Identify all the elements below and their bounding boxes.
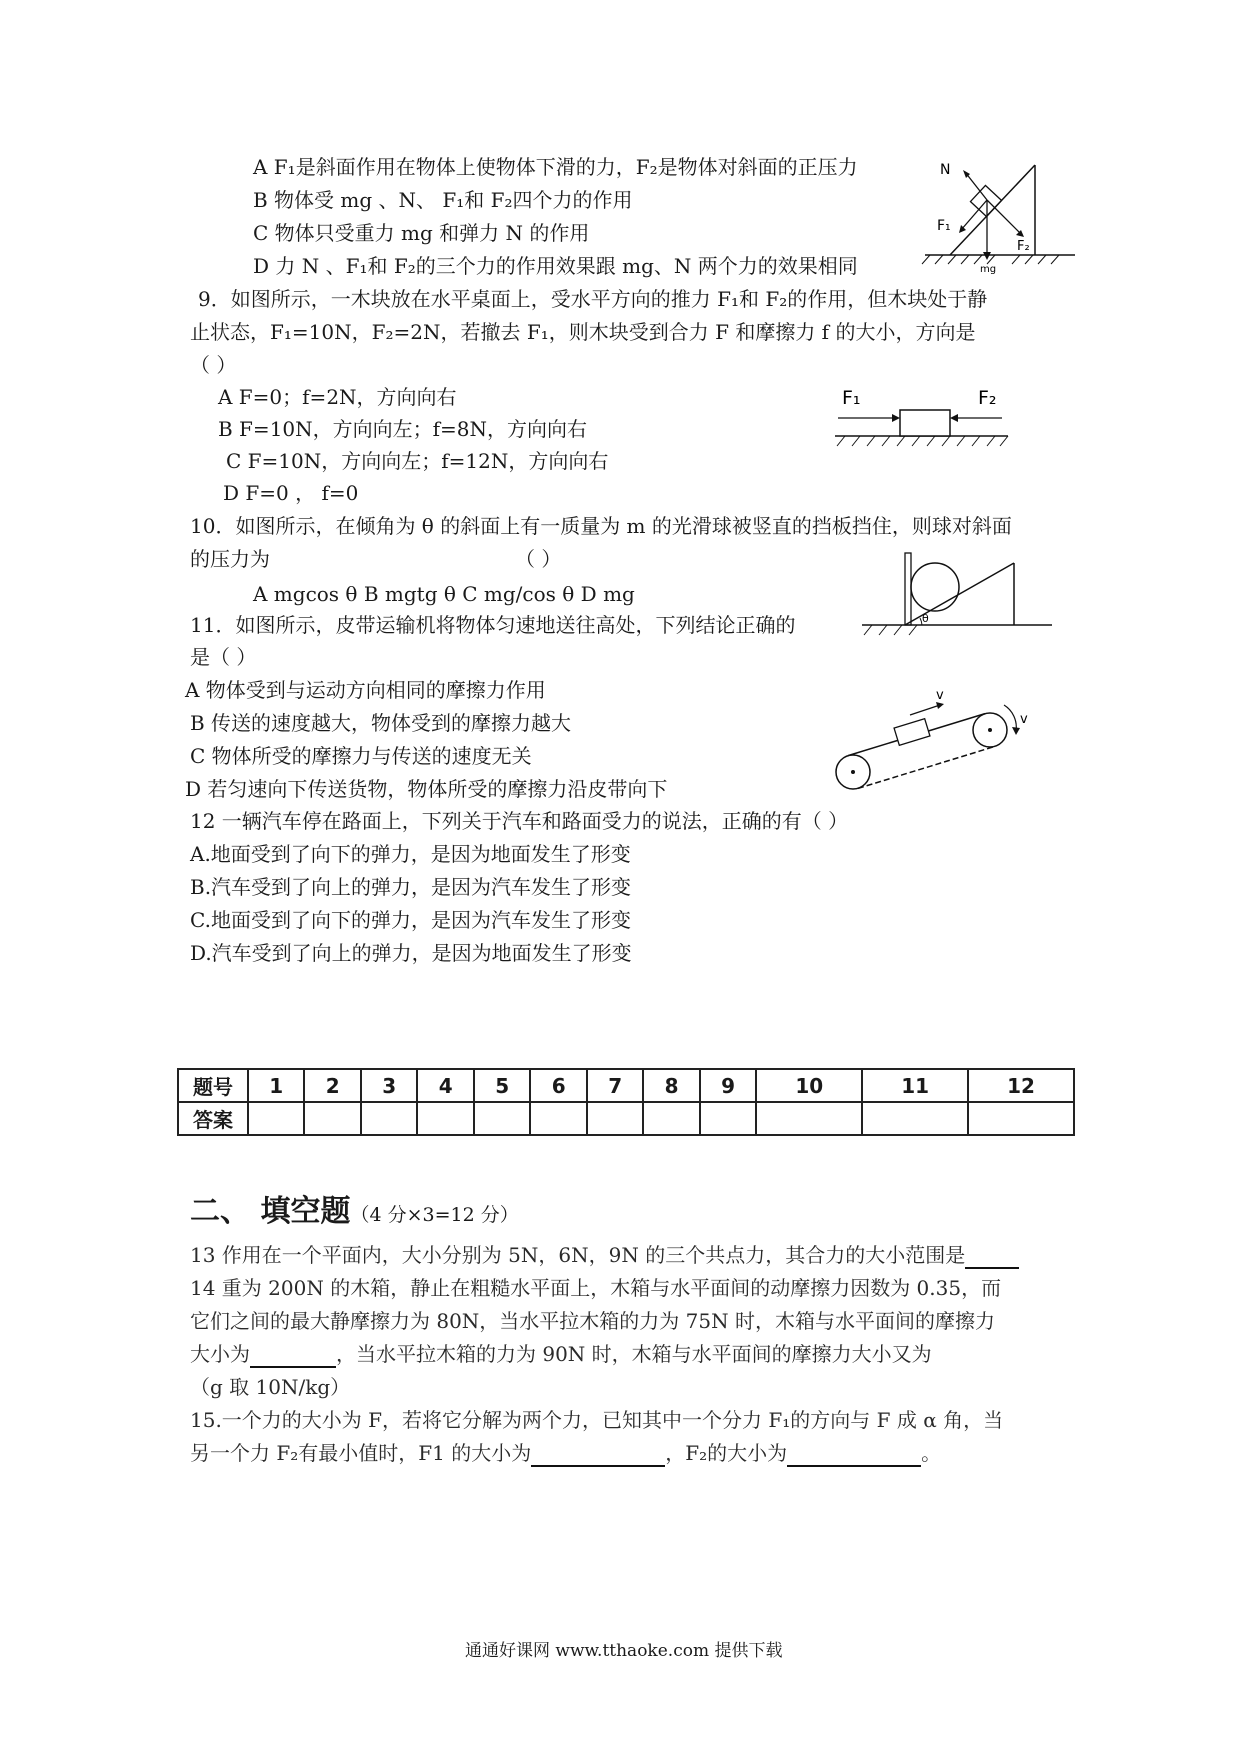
question-number-cell: 11 [862,1069,968,1102]
q11-option-a: A 物体受到与运动方向相同的摩擦力作用 [185,678,546,702]
q14-line4: （g 取 10N/kg） [190,1375,351,1399]
q15-line2-mid: ，F₂的大小为 [665,1441,788,1465]
q10-paren: （ ） [515,547,562,571]
question-number-cell: 4 [417,1069,473,1102]
q12-option-b: B.汽车受到了向上的弹力，是因为汽车发生了形变 [190,875,632,899]
q8-incline-figure [925,160,1075,275]
q8-label-n: N [940,162,951,178]
question-number-cell: 9 [700,1069,756,1102]
q14-answer-blank-1[interactable] [250,1344,336,1368]
q10-stem-line2: 的压力为 [190,547,270,571]
question-number-cell: 8 [643,1069,699,1102]
q9-block-figure [830,382,1010,454]
question-number-cell: 12 [968,1069,1074,1102]
q14-line3-end: ，当水平拉木箱的力为 90N 时，木箱与水平面间的摩擦力大小又为 [336,1342,932,1366]
q11-option-c: C 物体所受的摩擦力与传送的速度无关 [190,744,532,768]
answer-cell[interactable] [417,1102,473,1135]
question-number-label: 题号 [178,1069,248,1102]
q10-ball-figure [862,545,1052,640]
q8-label-mg: mg [980,264,997,275]
q9-option-c: C F=10N，方向向左；f=12N，方向向右 [226,449,609,473]
question-number-cell: 3 [361,1069,417,1102]
q11-conveyor-figure [828,683,1048,793]
q11-label-v-wheel: v [1020,712,1028,727]
q15-answer-blank-f2[interactable] [787,1443,921,1467]
q9-label-f1: F₁ [842,387,861,409]
question-number-cell: 6 [530,1069,586,1102]
q13-answer-blank[interactable] [965,1245,1019,1269]
q12-stem: 12 一辆汽车停在路面上，下列关于汽车和路面受力的说法，正确的有（ ） [190,809,849,833]
q10-stem-line1: 10．如图所示，在倾角为 θ 的斜面上有一质量为 m 的光滑球被竖直的挡板挡住，则球对斜面 [190,514,1012,538]
question-number-cell: 10 [756,1069,862,1102]
q8-label-f1: F₁ [937,218,951,234]
q9-option-a: A F=0；f=2N，方向向右 [218,385,457,409]
question-number-cell: 5 [474,1069,530,1102]
q8-option-a: A F₁是斜面作用在物体上使物体下滑的力，F₂是物体对斜面的正压力 [253,155,858,179]
q15-line2-end: 。 [921,1441,942,1465]
q15-line2 [190,1439,941,1467]
q8-label-f2: F₂ [1017,239,1030,254]
answer-table-answer-row [178,1102,1074,1135]
q9-option-d: D F=0 ， f=0 [223,481,359,505]
q12-option-a: A.地面受到了向下的弹力，是因为地面发生了形变 [190,842,631,866]
q11-label-v-belt: v [936,688,944,703]
q8-option-d: D 力 N 、F₁和 F₂的三个力的作用效果跟 mg、N 两个力的效果相同 [253,254,858,278]
q13-stem: 13 作用在一个平面内，大小分别为 5N，6N，9N 的三个共点力，其合力的大小范围是 [190,1243,966,1267]
section2-title: 二、 填空题 [190,1194,351,1229]
q9-paren: （ ） [190,353,237,377]
q8-option-c: C 物体只受重力 mg 和弹力 N 的作用 [253,221,590,245]
q11-stem-line2: 是（ ） [190,645,257,669]
answer-cell[interactable] [248,1102,304,1135]
answer-table [177,1068,1075,1136]
answer-cell[interactable] [587,1102,643,1135]
answer-cell[interactable] [304,1102,360,1135]
answer-cell[interactable] [756,1102,862,1135]
q9-stem-line1: 9．如图所示，一木块放在水平桌面上，受水平方向的推力 F₁和 F₂的作用，但木块处于静 [198,287,988,311]
q14-line3 [190,1340,932,1368]
q14-line3-start: 大小为 [190,1342,250,1366]
q11-stem-line1: 11．如图所示，皮带运输机将物体匀速地送往高处，下列结论正确的 [190,613,796,637]
q15-answer-blank-f1[interactable] [531,1443,665,1467]
q11-option-d: D 若匀速向下传送货物，物体所受的摩擦力沿皮带向下 [185,777,668,801]
answer-cell[interactable] [530,1102,586,1135]
q9-stem-line2: 止状态，F₁=10N，F₂=2N，若撤去 F₁，则木块受到合力 F 和摩擦力 f 的大小，方向是 [190,320,976,344]
question-number-cell: 7 [587,1069,643,1102]
answer-cell[interactable] [643,1102,699,1135]
question-number-cell: 2 [304,1069,360,1102]
q10-label-theta: θ [922,612,929,625]
question-number-cell: 1 [248,1069,304,1102]
section2-score: （4 分×3=12 分） [350,1204,519,1226]
q9-label-f2: F₂ [978,387,997,409]
q14-line2: 它们之间的最大静摩擦力为 80N，当水平拉木箱的力为 75N 时，木箱与水平面间的摩擦力 [190,1309,995,1333]
q15-line1: 15.一个力的大小为 F，若将它分解为两个力，已知其中一个分力 F₁的方向与 F 成 α 角，当 [190,1408,1004,1432]
q10-options: A mgcos θ B mgtg θ C mg/cos θ D mg [253,582,635,606]
answer-label: 答案 [178,1102,248,1135]
answer-cell[interactable] [474,1102,530,1135]
answer-cell[interactable] [361,1102,417,1135]
answer-table-header-row [178,1069,1074,1102]
q9-option-b: B F=10N，方向向左；f=8N，方向向右 [218,417,588,441]
q11-option-b: B 传送的速度越大，物体受到的摩擦力越大 [190,711,572,735]
page-footer: 通通好课网 www.tthaoke.com 提供下载 [465,1641,783,1661]
q12-option-d: D.汽车受到了向上的弹力，是因为地面发生了形变 [190,941,632,965]
q14-line1: 14 重为 200N 的木箱，静止在粗糙水平面上，木箱与水平面间的动摩擦力因数为 0.35，而 [190,1276,1002,1300]
q15-line2-start: 另一个力 F₂有最小值时，F1 的大小为 [190,1441,532,1465]
answer-cell[interactable] [862,1102,968,1135]
q12-option-c: C.地面受到了向下的弹力，是因为汽车发生了形变 [190,908,631,932]
q8-option-b: B 物体受 mg 、N、 F₁和 F₂四个力的作用 [253,188,633,212]
answer-cell[interactable] [968,1102,1074,1135]
q13-text [190,1241,1019,1269]
section2-heading [190,1186,519,1230]
answer-cell[interactable] [700,1102,756,1135]
